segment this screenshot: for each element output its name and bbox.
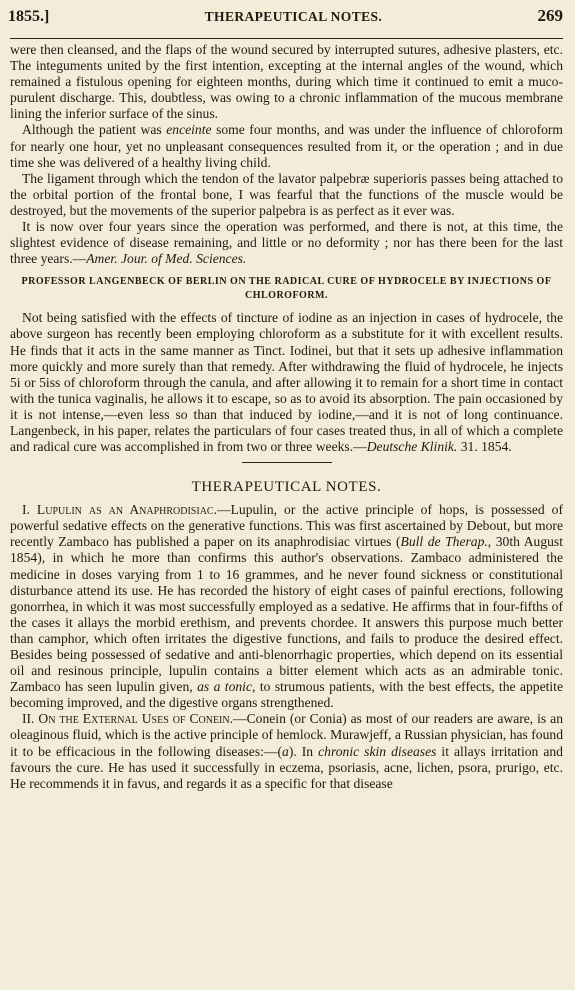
header-running-title: THERAPEUTICAL NOTES.	[204, 9, 383, 24]
header-year: 1855.]	[8, 8, 50, 25]
paragraph: The ligament through which the tendon of the lavator palpebræ superioris passes being attached to the orbital portion of the frontal bone, I was fearful that the functions of the muscle would be destroyed, but the movements of the superior palpebra is as perfect as it ever was.	[10, 170, 563, 218]
paragraph: Although the patient was enceinte some four months, and was under the influence of chloroform for nearly one hour, yet no unpleasant consequences resulted from it, or the operation ; and in due time she was delivered of a healthy living child.	[10, 122, 563, 170]
running-header	[8, 6, 563, 30]
paragraph: were then cleansed, and the flaps of the wound secured by interrupted sutures, adhesive plasters, etc. The integuments united by the first intention, excepting at the internal angles of the wound, which remained a fistulous opening for eighteen months, during which time it continued to emit a muco-purulent discharge. This, doubtless, was owing to a chronic inflammation of the mucous membrane lining the inferior surface of the sinus.	[10, 42, 563, 122]
paragraph: II. On the External Uses of Conein.—Conein (or Conia) as most of our readers are aware, is an oleaginous fluid, which is the active principle of hemlock. Murawjeff, a Russian physician, has found it to be efficacious in the following diseases:—(a). In chronic skin diseases it allays irritation and favours the cure. He has used it successfully in eczema, psoriasis, acne, lichen, psora, prurigo, etc. He recommends it in favus, and regards it as a specific for that disease	[10, 711, 563, 791]
paragraph: Not being satisfied with the effects of tincture of iodine as an injection in cases of hydrocele, the above surgeon has recently been employing chloroform as a substitute for it with excellent results. He finds that it acts in the same manner as Tinct. Iodinei, but that it sets up adhesive inflammation more quickly and more surely than that remedy. After withdrawing the fluid of hydrocele, he injects 5i or 5iss of chloroform through the canula, and after allowing it to remain for a short time in contact with the tunica vaginalis, he allows it to escape, so as to avoid its absorption. The pain occasioned by it is not intense,—even less so than that induced by iodine,—and it is not of long continuance. Langenbeck, in his paper, relates the particulars of four cases treated thus, in all of which a complete and radical cure was accomplished in from two or three weeks.—Deutsche Klinik. 31. 1854.	[10, 310, 563, 455]
source-citation: Amer. Jour. of Med. Sciences.	[86, 251, 247, 267]
source-citation: Deutsche Klinik.	[366, 439, 458, 455]
section-title: THERAPEUTICAL NOTES.	[191, 479, 382, 496]
header-rule	[10, 38, 563, 39]
article-heading: PROFESSOR LANGENBECK OF BERLIN ON THE RADICAL CURE OF HYDROCELE BY INJECTIONS OF CHLOROFORM.	[21, 276, 552, 302]
paragraph: I. Lupulin as an Anaphrodisiac.—Lupulin, or the active principle of hops, is possessed of powerful sedative effects on the generative functions. This was first ascertained by Debout, but more recently Zambaco has published a paper on its anaphrodisiac virtues (Bull de Therap., 30th August 1854), in which he more than confirms this author's observations. Zambaco administered the medicine in doses varying from 1 to 16 grammes, and he never found sickness or constitutional disturbance attend its use. He has recorded the history of eight cases of painful erections, following gonorrhea, in which it was most successfully employed as a sedative. He affirms that in four-fifths of the cases it allays the morbid erethism, and prevents chordee. It answers this purpose much better than camphor, which often irritates the digestive functions, and fails to produce the desired effect. Besides being possessed of sedative and anti-blenorrhagic properties, which depend on its essential oil and resinous principle, lupulin contains a bitter element which acts as an admirable tonic. Zambaco has seen lupulin given, as a tonic, to strumous patients, with the best effects, the appetite becoming improved, and the digestive organs strengthened.	[10, 502, 564, 711]
note-heading: Lupulin as an Anaphrodisiac.	[36, 502, 217, 518]
page-body	[10, 42, 563, 792]
page-number: 269	[537, 6, 563, 25]
paragraph: It is now over four years since the operation was performed, and there is not, at this time, the slightest evidence of disease remaining, and little or no deformity ; nor has there been for the last three years.—Amer. Jour. of Med. Sciences.	[10, 219, 563, 267]
note-heading: On the External Uses of Conein.	[38, 711, 234, 727]
section-divider	[242, 462, 332, 463]
